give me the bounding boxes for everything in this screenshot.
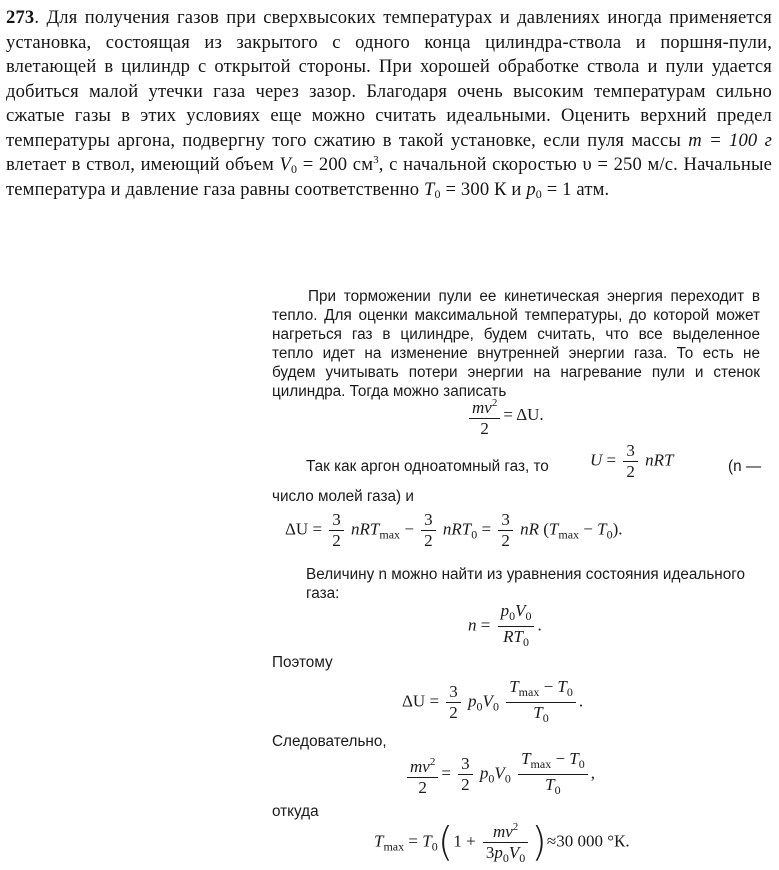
therefore-text: Поэтому [272, 654, 333, 671]
mass-value: m = 100 г [688, 129, 772, 151]
problem-statement: 273. Для получения газов при сверхвысоких температурах и давлениях иногда применяется установка, состоящая из закрытого с одного конца цилиндра-ствола и поршня-пули, влетающей в цилиндр с открытой стороны. При хорошей обработке ствола и пули удается добиться малой утечки газа через зазор. Благодаря очень высоким температурам сильно сжатые газы в этих условиях еще можно считать идеальными. Оценить верхний предел температуры аргона, подвергну того сжатию в такой установке, если пуля массы m = 100 г влетает в ствол, имеющий объем $V_0 = 200$ $см^3$, с начальной скоростью υ = 250 м/с. Начальные температура и давление газа равны соответственно $T_0 = 300$ К и $p_0 = 1$ атм. [6, 7, 772, 201]
argon-tail: (n — [728, 458, 762, 475]
whence-text: откуда [272, 803, 319, 820]
problem-text-4: . Начальные температура и давление газа равны соответственно [6, 154, 772, 200]
speed-value: υ = 250 м/с [582, 154, 674, 175]
equation-delta-u-2: ΔU = $\frac{3}{2}$ $p_0V_0$ $\frac{T_{max} - T_0}{T_0}$ . [402, 677, 584, 725]
problem-text-3: , с начальной скоростью [378, 154, 583, 175]
pressure-value: = 1 атм. [541, 178, 610, 200]
consequently-text: Следовательно, [272, 733, 387, 750]
solution-intro: При торможении пули ее кинетическая энергия переходит в тепло. Для оценки максимальной температуры, до которой может нагреться газ в цилиндре, будем считать, что все выделенное тепло идет на изменение внутренней энергии газа. То есть не будем учитывать потери энергии на нагревание пули и стенок цилиндра. Тогда можно записать [272, 288, 760, 401]
moles-text: число молей газа) и [272, 488, 414, 505]
equation-energy: $\frac{mv^2}{2}$ = ΔU. [466, 394, 544, 438]
argon-text: Так как аргон одноатомный газ, то [306, 458, 549, 475]
problem-text-1: . Для получения газов при сверхвысоких температурах и давлениях иногда применяется установка, состоящая из закрытого с одного конца цилиндра-ствола и поршня-пули, влетающей в цилиндр с открытой стороны. При хорошей обработке ствола и пули удается добиться малой утечки газа через зазор. Благодаря очень высоким температурам сильно сжатые газы в этих условиях еще можно считать идеальными. Оценить верхний предел температуры аргона, подвергну того сжатию в такой установке, если пуля массы [6, 7, 772, 151]
problem-number: 273 [6, 7, 35, 28]
problem-text-2: влетает в ствол, имеющий объем [6, 154, 280, 175]
equation-energy-balance: $\frac{mv^2}{2}$ = $\frac{3}{2}$ $p_0V_0$ $\frac{T_{max} - T_0}{T_0}$ , [404, 750, 595, 799]
equation-result: $T_{max} = T_0(1$ + $\frac{mv^2}{3p_0V_0}$ )≈30 000 °К. [374, 819, 630, 866]
equation-internal-energy: U = $\frac{3}{2}$ nRT [590, 441, 674, 481]
result-value: ≈30 000 °К. [546, 831, 630, 851]
equation-n: n = $\frac{p_0V_0}{RT_0}$ . [468, 601, 542, 649]
volume-value: = 200 см [297, 154, 374, 175]
n-text: Величину n можно найти из уравнения состояния идеального газа: [306, 566, 746, 602]
equation-delta-u: ΔU = $\frac{3}{2}$ nRT$_{max}$ − $\frac{3}{2}$ nRT$_0$ = $\frac{3}{2}$ nR $(T_{max} - T_0)$. [285, 510, 623, 550]
volume-exponent: 3 [373, 154, 379, 166]
temperature-value: = 300 К и [440, 178, 527, 200]
